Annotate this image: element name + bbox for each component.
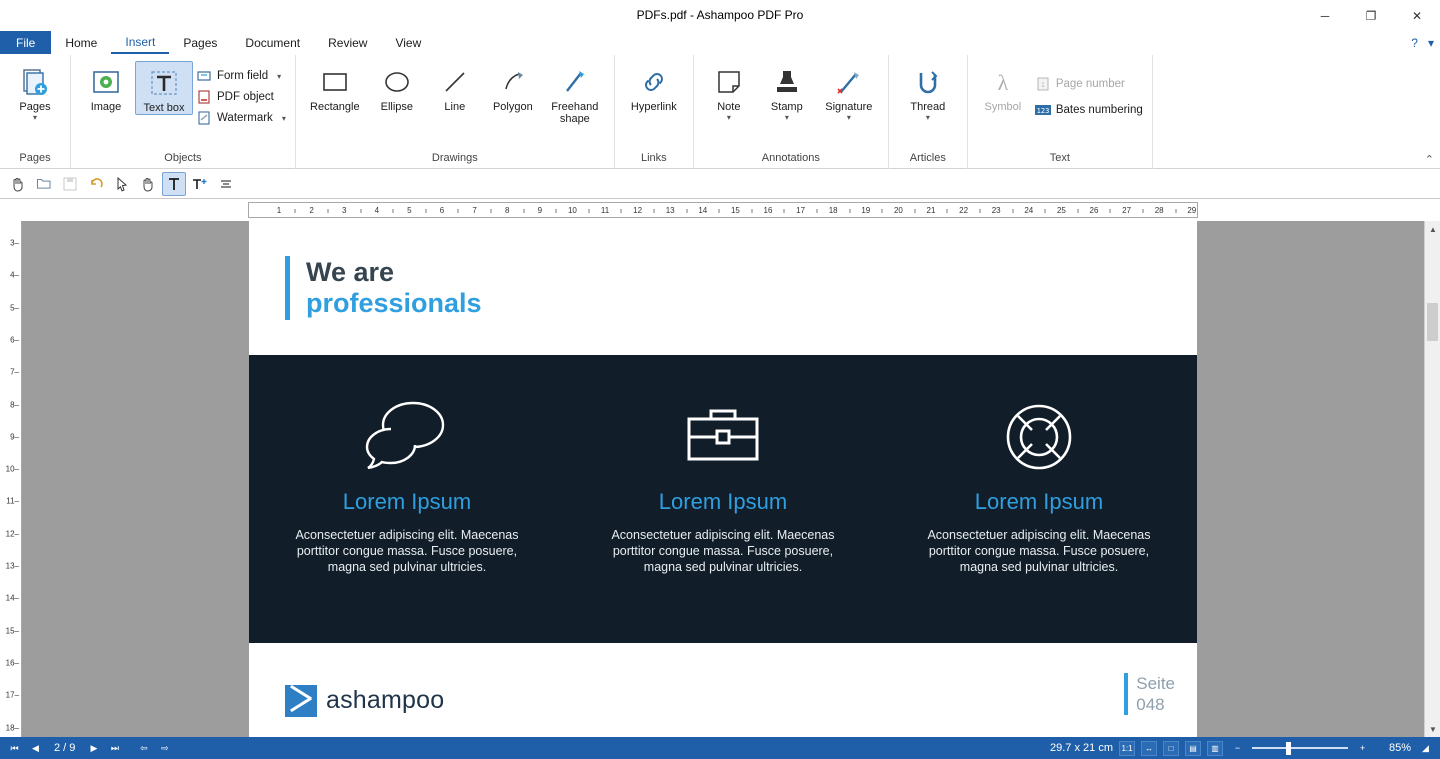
ruler-minor-tick	[751, 209, 752, 213]
page-heading	[306, 257, 482, 320]
ruler-tick: 17–	[5, 690, 19, 700]
horizontal-ruler-bar	[0, 199, 1440, 221]
vertical-scrollbar[interactable]	[1424, 221, 1440, 737]
ruler-minor-tick	[882, 209, 883, 213]
ruler-minor-tick	[490, 209, 491, 213]
ruler-minor-tick	[327, 209, 328, 213]
ruler-minor-tick	[588, 209, 589, 213]
chevron-down-icon[interactable]: ▾	[281, 113, 286, 123]
ruler-tick: 14–	[5, 593, 19, 603]
hyperlink-icon	[639, 65, 669, 99]
ruler-minor-tick	[1142, 209, 1143, 213]
ruler-minor-tick	[1012, 209, 1013, 213]
footer-page-number: 048	[1136, 695, 1165, 714]
ruler-tick: 4–	[10, 270, 19, 280]
ellipse-icon	[382, 65, 412, 99]
ashampoo-logo-text: ashampoo	[326, 686, 445, 714]
window-controls	[1302, 0, 1440, 31]
ruler-tick: 6	[439, 206, 445, 215]
vertical-ruler[interactable]	[0, 221, 22, 737]
insert-hyperlink-label: Hyperlink	[630, 101, 677, 113]
zoom-out-button[interactable]: −	[1234, 743, 1241, 753]
draw-ellipse-label: Ellipse	[380, 101, 414, 113]
ruler-tick: 3	[341, 206, 347, 215]
ruler-tick: 16	[763, 206, 773, 215]
draw-rectangle-button[interactable]	[302, 61, 368, 113]
ruler-tick: 21	[926, 206, 936, 215]
status-right-group	[1050, 740, 1434, 757]
horizontal-ruler[interactable]	[248, 202, 1198, 218]
feature-title: Lorem Ipsum	[342, 489, 472, 514]
rectangle-icon	[320, 65, 350, 99]
ruler-corner	[0, 199, 248, 221]
ruler-tick: 8	[504, 206, 510, 215]
ruler-tick: 2	[309, 206, 314, 215]
pdf-page[interactable]	[249, 221, 1197, 737]
first-page-button[interactable]: ⏮	[10, 742, 19, 753]
line-icon	[440, 65, 470, 99]
ruler-tick: 11–	[6, 496, 19, 506]
window-title: PDFs.pdf - Ashampoo PDF Pro	[636, 8, 804, 22]
group-label-drawings: Drawings	[431, 152, 478, 165]
ribbon-group-annotations	[694, 55, 889, 169]
insert-signature-label: Signature	[825, 101, 873, 113]
ruler-tick: 10	[567, 206, 577, 215]
ruler-minor-tick	[295, 209, 296, 213]
scroll-down-arrow-icon[interactable]: ▼	[1425, 721, 1440, 737]
accent-bar	[1124, 673, 1128, 715]
page-number-block	[1124, 673, 1175, 715]
pages-add-icon	[20, 65, 50, 99]
fit-width-button[interactable]: ↔	[1141, 741, 1157, 756]
ruler-minor-tick	[393, 209, 394, 213]
ashampoo-logo	[285, 685, 444, 717]
draw-line-label: Line	[444, 101, 466, 113]
ruler-tick: 17	[796, 206, 806, 215]
text-tool-icon[interactable]	[162, 172, 186, 196]
form-field-button[interactable]	[193, 67, 289, 85]
save-icon[interactable]	[58, 172, 82, 196]
feature-body: Aconsectetuer adipiscing elit. Maecenas porttitor congue massa. Fusce posuere, magna sed pulvinar ultricies.	[927, 528, 1151, 574]
symbol-icon	[988, 65, 1018, 99]
feature-title: Lorem Ipsum	[974, 489, 1104, 514]
pdf-object-button[interactable]	[193, 88, 289, 106]
pan-icon[interactable]	[136, 172, 160, 196]
insert-textbox-button[interactable]	[135, 61, 193, 115]
insert-thread-button[interactable]	[895, 61, 961, 122]
heading-line-2: professionals	[306, 288, 482, 318]
objects-small-buttons	[193, 61, 289, 127]
insert-stamp-label: Stamp	[770, 101, 803, 113]
group-label-annotations: Annotations	[761, 152, 820, 165]
freehand-icon	[560, 65, 590, 99]
ruler-tick: 19	[861, 206, 871, 215]
ribbon-group-links	[615, 55, 694, 169]
feature-item	[593, 391, 853, 575]
ruler-tick: 16–	[5, 658, 19, 668]
hand-tool-icon[interactable]	[6, 172, 30, 196]
two-page-view-button[interactable]: ▥	[1207, 741, 1223, 756]
ruler-tick: 28	[1154, 206, 1164, 215]
document-canvas[interactable]	[22, 221, 1424, 737]
ruler-tick: 8–	[10, 400, 19, 409]
ruler-minor-tick	[1077, 209, 1078, 213]
help-icon[interactable]: ?	[1411, 36, 1418, 50]
ruler-tick: 3–	[10, 238, 19, 248]
draw-ellipse-button[interactable]	[368, 61, 426, 113]
title-bar	[0, 0, 1440, 31]
speech-bubbles-icon	[277, 391, 537, 483]
chevron-down-icon[interactable]: ▾	[277, 71, 282, 81]
ruler-tick: 13–	[5, 561, 19, 571]
zoom-slider[interactable]	[1252, 741, 1348, 755]
group-label-links: Links	[640, 152, 667, 165]
help-controls	[1411, 31, 1434, 55]
thread-icon	[913, 65, 943, 99]
ruler-tick: 12–	[5, 529, 19, 539]
ruler-tick: 7–	[10, 367, 19, 377]
ruler-tick: 18	[828, 206, 838, 215]
insert-note-button[interactable]	[700, 61, 758, 122]
ruler-minor-tick	[556, 209, 557, 213]
watermark-button[interactable]	[193, 109, 289, 127]
svg-text:123: 123	[1036, 107, 1050, 115]
accent-bar	[285, 256, 290, 320]
select-cursor-icon[interactable]	[110, 172, 134, 196]
resize-grip-icon[interactable]: ◢	[1422, 742, 1429, 753]
scroll-up-arrow-icon[interactable]: ▲	[1425, 221, 1440, 237]
status-bar	[0, 737, 1440, 759]
open-folder-icon[interactable]	[32, 172, 56, 196]
text-small-buttons	[1032, 61, 1146, 119]
pdf-object-label: PDF object	[217, 91, 274, 103]
ruler-minor-tick	[653, 209, 654, 213]
quick-access-toolbar	[0, 169, 1440, 199]
svg-text:1: 1	[1040, 82, 1045, 89]
heading-line-1: We are	[306, 256, 395, 287]
ribbon-group-text	[968, 55, 1153, 169]
feature-item	[909, 391, 1169, 575]
back-view-button[interactable]: ⇦	[140, 742, 148, 753]
ruler-minor-tick	[719, 209, 720, 213]
continuous-view-button[interactable]: ▤	[1185, 741, 1201, 756]
ruler-tick: 26	[1089, 206, 1099, 215]
ruler-minor-tick	[425, 209, 426, 213]
ruler-tick: 20	[893, 206, 903, 215]
bates-numbering-label: Bates numbering	[1055, 104, 1143, 116]
svg-text:λ: λ	[997, 70, 1009, 95]
zoom-slider-knob[interactable]	[1286, 742, 1291, 755]
ruler-minor-tick	[816, 209, 817, 213]
zoom-slider-track	[1252, 747, 1348, 749]
ruler-tick: 25	[1056, 206, 1066, 215]
page-dimensions: 29.7 x 21 cm	[1050, 742, 1113, 754]
collapse-ribbon-button[interactable]: ⌃	[1424, 154, 1434, 166]
ruler-tick: 29	[1187, 206, 1197, 215]
ruler-minor-tick	[458, 209, 459, 213]
ruler-tick: 9–	[10, 432, 19, 442]
page-footer	[249, 643, 1197, 737]
zoom-in-button[interactable]: +	[1359, 743, 1366, 753]
tab-home[interactable]: Home	[65, 35, 98, 50]
bates-numbering-button[interactable]	[1032, 101, 1146, 119]
ruler-minor-tick	[360, 209, 361, 213]
features-band	[249, 355, 1197, 643]
insert-symbol-button[interactable]	[974, 61, 1032, 113]
chevron-down-icon[interactable]: ▾	[32, 113, 37, 122]
ruler-tick: 22	[959, 206, 969, 215]
ruler-tick: 27	[1122, 206, 1132, 215]
chevron-down-icon[interactable]: ▾	[1427, 36, 1434, 50]
undo-icon[interactable]	[84, 172, 108, 196]
lifebuoy-icon	[909, 391, 1169, 483]
tab-view[interactable]: View	[395, 35, 422, 50]
close-button[interactable]: ✕	[1411, 8, 1423, 23]
ruler-tick: 14	[698, 206, 708, 215]
footer-page-label: Seite	[1136, 674, 1175, 693]
ruler-minor-tick	[1175, 209, 1176, 213]
insert-symbol-label: Symbol	[984, 101, 1022, 113]
ruler-tick: 23	[991, 206, 1001, 215]
insert-pages-button[interactable]	[6, 61, 64, 122]
draw-line-button[interactable]	[426, 61, 484, 113]
page-number-icon	[1035, 76, 1051, 92]
group-label-objects: Objects	[164, 152, 202, 165]
ribbon-group-objects	[71, 55, 296, 169]
ruler-minor-tick	[1110, 209, 1111, 213]
watermark-label: Watermark	[217, 112, 273, 124]
chevron-down-icon[interactable]: ▾	[846, 113, 851, 122]
add-text-icon[interactable]	[188, 172, 212, 196]
ruler-minor-tick	[784, 209, 785, 213]
ruler-tick: 5	[407, 206, 412, 215]
forward-view-button[interactable]: ⇨	[161, 742, 169, 753]
page-indicator[interactable]: 2 / 9	[54, 742, 76, 754]
chevron-down-icon[interactable]: ▾	[784, 113, 789, 122]
previous-page-button[interactable]: ◀	[32, 742, 39, 753]
insert-pages-label: Pages	[19, 101, 51, 113]
last-page-button[interactable]: ⏭	[110, 742, 119, 753]
ruler-minor-tick	[621, 209, 622, 213]
feature-title: Lorem Ipsum	[658, 489, 788, 514]
ribbon	[0, 55, 1440, 169]
draw-polygon-label: Polygon	[492, 101, 533, 113]
draw-freehand-button[interactable]	[542, 61, 608, 125]
workspace	[0, 221, 1440, 737]
feature-item	[277, 391, 537, 575]
ruler-tick: 1	[276, 206, 282, 215]
ribbon-group-articles	[889, 55, 968, 169]
polygon-icon	[498, 65, 528, 99]
ruler-minor-tick	[523, 209, 524, 213]
insert-hyperlink-button[interactable]	[621, 61, 687, 113]
tab-pages[interactable]: Pages	[183, 35, 218, 50]
ruler-tick: 12	[633, 206, 643, 215]
insert-thread-label: Thread	[910, 101, 946, 113]
tab-insert[interactable]: Insert	[111, 31, 169, 54]
single-page-view-button[interactable]: □	[1163, 741, 1179, 756]
insert-image-label: Image	[90, 101, 122, 113]
ruler-tick: 5–	[10, 303, 19, 313]
ribbon-group-drawings	[296, 55, 615, 169]
ruler-tick: 15–	[5, 626, 19, 636]
feature-body: Aconsectetuer adipiscing elit. Maecenas porttitor congue massa. Fusce posuere, magna sed pulvinar ultricies.	[611, 528, 835, 574]
insert-note-label: Note	[717, 101, 741, 113]
tab-review[interactable]: Review	[328, 35, 368, 50]
insert-stamp-button[interactable]	[758, 61, 816, 122]
draw-rectangle-label: Rectangle	[310, 101, 360, 113]
align-icon[interactable]	[214, 172, 238, 196]
group-label-text: Text	[1049, 152, 1070, 165]
ruler-tick: 11	[600, 206, 610, 215]
ribbon-group-pages	[0, 55, 71, 169]
textbox-icon	[149, 66, 179, 100]
maximize-button[interactable]: ❐	[1365, 8, 1377, 23]
ruler-minor-tick	[947, 209, 948, 213]
group-label-articles: Articles	[909, 152, 946, 165]
stamp-icon	[772, 65, 802, 99]
ruler-minor-tick	[686, 209, 687, 213]
bates-numbering-icon	[1035, 102, 1051, 118]
scrollbar-thumb[interactable]	[1427, 303, 1438, 341]
insert-textbox-label: Text box	[143, 102, 185, 114]
image-icon	[91, 65, 121, 99]
insert-signature-button[interactable]	[816, 61, 882, 122]
chevron-down-icon[interactable]: ▾	[925, 113, 930, 122]
ruler-tick: 9	[537, 206, 543, 215]
watermark-icon	[196, 110, 212, 126]
page-number-label: Page number	[1055, 78, 1125, 90]
minimize-button[interactable]: ─	[1320, 8, 1330, 23]
ruler-tick: 15	[730, 206, 740, 215]
feature-body: Aconsectetuer adipiscing elit. Maecenas porttitor congue massa. Fusce posuere, magna sed pulvinar ultricies.	[295, 528, 519, 574]
ruler-tick: 10–	[5, 464, 19, 474]
ruler-tick: 4	[374, 206, 380, 215]
ashampoo-logo-icon	[285, 685, 317, 717]
tab-document[interactable]: Document	[245, 35, 301, 50]
ribbon-tab-bar	[0, 31, 1440, 55]
group-label-pages: Pages	[19, 152, 51, 165]
chevron-down-icon[interactable]: ▾	[726, 113, 731, 122]
ruler-minor-tick	[1045, 209, 1046, 213]
ruler-tick: 24	[1024, 206, 1034, 215]
insert-image-button[interactable]	[77, 61, 135, 113]
ruler-minor-tick	[849, 209, 850, 213]
form-field-label: Form field	[217, 70, 269, 82]
page-header	[249, 221, 1197, 355]
next-page-button[interactable]: ▶	[90, 742, 98, 753]
note-icon	[714, 65, 744, 99]
tab-file[interactable]: File	[0, 31, 51, 54]
signature-icon	[834, 65, 864, 99]
ruler-minor-tick	[979, 209, 980, 213]
ruler-tick: 7	[472, 206, 477, 215]
ruler-tick: 6–	[10, 335, 19, 345]
ruler-tick: 13	[665, 206, 675, 215]
ruler-tick: 18–	[5, 723, 19, 732]
form-field-icon	[196, 68, 212, 84]
draw-freehand-label: Freehand shape	[551, 101, 599, 125]
draw-polygon-button[interactable]	[484, 61, 542, 113]
page-number-button[interactable]	[1032, 75, 1146, 93]
zoom-level[interactable]: 85%	[1388, 742, 1411, 754]
ruler-minor-tick	[914, 209, 915, 213]
fit-actual-size-button[interactable]: 1:1	[1119, 741, 1135, 756]
briefcase-icon	[593, 391, 853, 483]
pdf-object-icon	[196, 89, 212, 105]
